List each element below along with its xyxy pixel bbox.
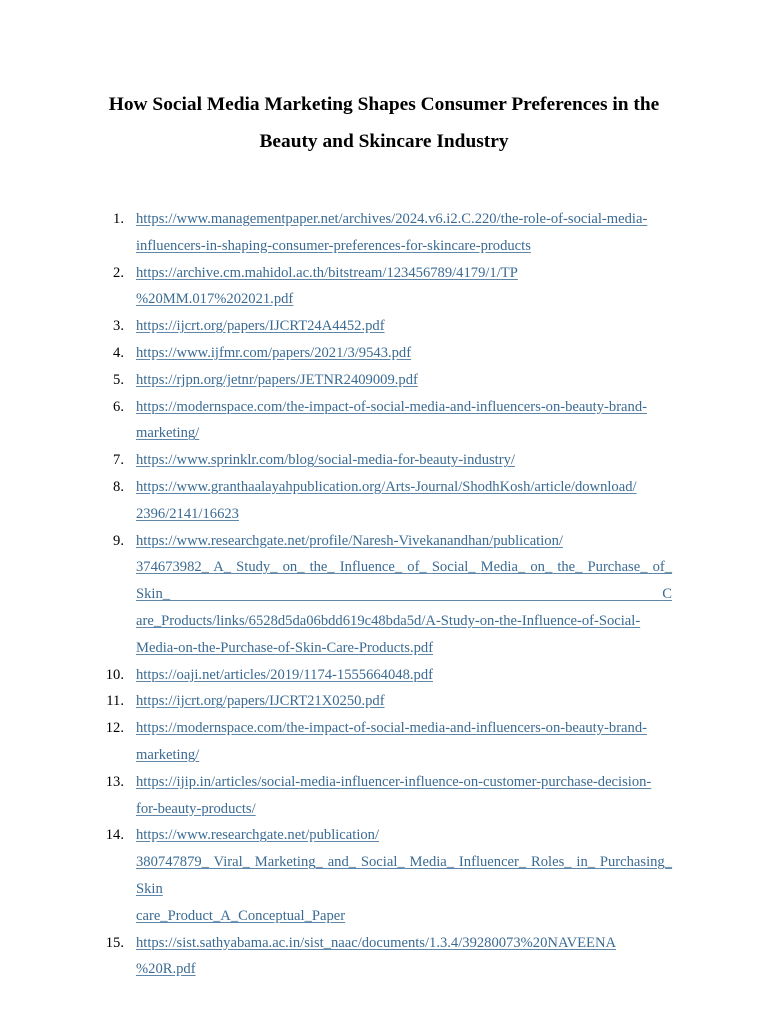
reference-item: [0, 340, 768, 367]
reference-number: 3.: [113, 318, 124, 335]
reference-link-line: https://modernspace.com/the-impact-of-social-media-and-influencers-on-beauty-brand-: [136, 398, 647, 415]
reference-number: 15.: [105, 934, 124, 951]
reference-item: [0, 688, 768, 715]
reference-link[interactable]: [136, 340, 672, 367]
document-title-line-2: Beauty and Skincare Industry: [259, 130, 509, 152]
reference-list: [0, 206, 768, 983]
reference-item: [0, 528, 768, 662]
reference-item: [0, 822, 768, 929]
reference-link[interactable]: [136, 313, 672, 340]
reference-link-line: https://rjpn.org/jetnr/papers/JETNR2409009.pdf: [136, 371, 418, 388]
reference-link-line: 2396/2141/16623: [136, 505, 239, 522]
reference-number: 7.: [113, 452, 124, 469]
reference-item: [0, 206, 768, 260]
reference-link[interactable]: [136, 662, 672, 689]
reference-item: [0, 715, 768, 769]
reference-item: [0, 662, 768, 689]
reference-link[interactable]: [136, 822, 672, 929]
reference-link-line: https://modernspace.com/the-impact-of-social-media-and-influencers-on-beauty-brand-: [136, 720, 647, 737]
reference-link[interactable]: [136, 260, 672, 314]
document-title-line-1: How Social Media Marketing Shapes Consumer Preferences in the: [108, 94, 660, 115]
reference-link[interactable]: [136, 447, 672, 474]
reference-item: [0, 930, 768, 984]
reference-number: 12.: [105, 720, 124, 737]
reference-link-line: Media-on-the-Purchase-of-Skin-Care-Products.pdf: [136, 639, 434, 656]
reference-link-line: for-beauty-products/: [136, 800, 256, 817]
reference-number: 5.: [113, 371, 124, 388]
reference-link-line: marketing/: [136, 746, 200, 763]
reference-link-line: https://ijcrt.org/papers/IJCRT21X0250.pdf: [136, 693, 385, 710]
reference-number: 9.: [113, 532, 124, 549]
reference-item: [0, 260, 768, 314]
reference-link-line: https://www.sprinklr.com/blog/social-media-for-beauty-industry/: [136, 452, 515, 469]
reference-item: [0, 447, 768, 474]
reference-number: 10.: [105, 666, 124, 683]
reference-link[interactable]: [136, 769, 672, 823]
reference-link-line: marketing/: [136, 425, 200, 442]
reference-link-line: 380747879_ Viral_ Marketing_ and_ Social_ Media_ Influencer_ Roles_ in_ Purchasing_ Skin: [136, 854, 673, 897]
reference-link[interactable]: [136, 394, 672, 448]
reference-link-line: care_Product_A_Conceptual_Paper: [136, 907, 346, 924]
reference-link-line: influencers-in-shaping-consumer-preferences-for-skincare-products: [136, 237, 531, 254]
reference-number: 11.: [106, 693, 124, 710]
reference-number: 6.: [113, 398, 124, 415]
reference-number: 2.: [113, 264, 124, 281]
reference-link-line: https://ijip.in/articles/social-media-influencer-influence-on-customer-purchase-decision-: [136, 773, 652, 790]
reference-item: [0, 769, 768, 823]
reference-link-line: https://archive.cm.mahidol.ac.th/bitstream/123456789/4179/1/TP: [136, 264, 518, 281]
reference-link-line: 374673982_ A_ Study_ on_ the_ Influence_ of_ Social_ Media_ on_ the_ Purchase_ of_ Skin_ C: [136, 559, 673, 603]
reference-link[interactable]: [136, 715, 672, 769]
reference-number: 1.: [113, 211, 124, 227]
reference-item: [0, 394, 768, 448]
reference-link[interactable]: [136, 367, 672, 394]
reference-number: 4.: [113, 344, 124, 361]
reference-link-line: https://oaji.net/articles/2019/1174-1555664048.pdf: [136, 666, 433, 683]
reference-link-line: https://www.managementpaper.net/archives/2024.v6.i2.C.220/the-role-of-social-media-: [136, 211, 648, 227]
reference-link[interactable]: [136, 528, 672, 662]
reference-link-line: https://ijcrt.org/papers/IJCRT24A4452.pdf: [136, 318, 385, 335]
reference-link-line: %20MM.017%202021.pdf: [136, 291, 294, 308]
reference-link-line: are_Products/links/6528d5da06bdd619c48bda5d/A-Study-on-the-Influence-of-Social-: [136, 612, 641, 629]
reference-link[interactable]: [136, 474, 672, 528]
reference-item: [0, 474, 768, 528]
reference-number: 14.: [105, 827, 124, 844]
document-title: [84, 87, 684, 160]
reference-link[interactable]: [136, 206, 672, 260]
reference-item: [0, 367, 768, 394]
reference-link-line: https://www.researchgate.net/publication/: [136, 827, 380, 844]
reference-link-line: %20R.pdf: [136, 961, 196, 978]
reference-number: 13.: [105, 773, 124, 790]
reference-number: 8.: [113, 478, 124, 495]
reference-link-line: https://www.researchgate.net/profile/Naresh-Vivekanandhan/publication/: [136, 532, 563, 549]
reference-link[interactable]: [136, 688, 672, 715]
reference-link-line: https://www.ijfmr.com/papers/2021/3/9543.pdf: [136, 344, 412, 361]
reference-link[interactable]: [136, 930, 672, 984]
reference-link-line: https://www.granthaalayahpublication.org/Arts-Journal/ShodhKosh/article/download/: [136, 478, 637, 495]
reference-item: [0, 313, 768, 340]
reference-link-line: https://sist.sathyabama.ac.in/sist_naac/documents/1.3.4/39280073%20NAVEENA: [136, 934, 617, 951]
